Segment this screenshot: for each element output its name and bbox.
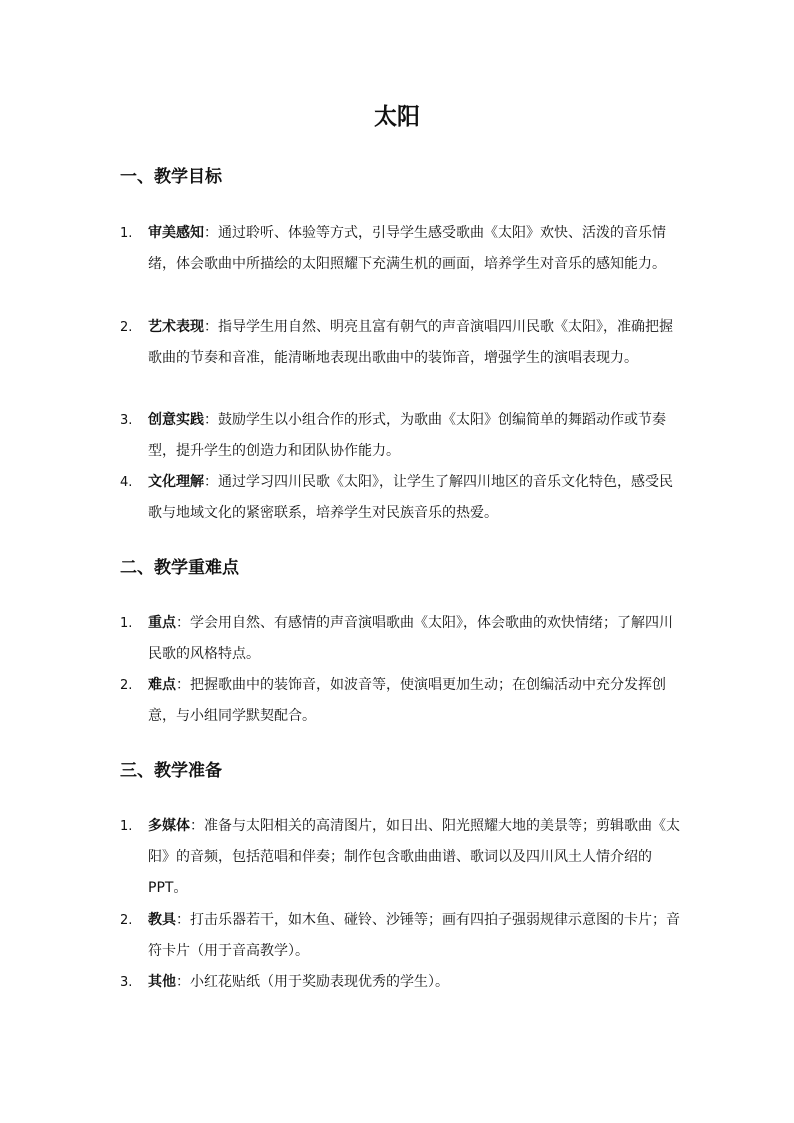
list-item — [120, 218, 680, 280]
item-number: 2. — [120, 320, 133, 335]
item-text: 把握歌曲中的装饰音，如波音等，使演唱更加生动；在创编活动中充分发挥创意，与小组同学默契配合。 — [148, 677, 666, 724]
list-item — [120, 312, 680, 374]
item-separator: ： — [204, 319, 218, 335]
section-heading-key-points: 二、教学重难点 — [120, 558, 239, 578]
item-separator: ： — [204, 412, 218, 428]
item-text: 学会用自然、有感情的声音演唱歌曲《太阳》，体会歌曲的欢快情绪；了解四川民歌的风格特点。 — [148, 615, 673, 662]
item-text: 小红花贴纸（用于奖励表现优秀的学生）。 — [190, 974, 449, 990]
list-item — [120, 467, 680, 529]
item-text: 指导学生用自然、明亮且富有朝气的声音演唱四川民歌《太阳》，准确把握歌曲的节奏和音准，能清晰地表现出歌曲中的装饰音，增强学生的演唱表现力。 — [148, 319, 673, 366]
section-heading-preparation: 三、教学准备 — [120, 761, 222, 781]
list-item — [120, 811, 680, 904]
item-term: 审美感知 — [148, 225, 204, 241]
item-number: 2. — [120, 913, 133, 928]
list-item — [120, 608, 680, 670]
item-number: 2. — [120, 678, 133, 693]
item-text: 鼓励学生以小组合作的形式，为歌曲《太阳》创编简单的舞蹈动作或节奏型，提升学生的创造力和团队协作能力。 — [148, 412, 666, 459]
item-number: 1. — [120, 819, 133, 834]
item-number: 1. — [120, 616, 133, 631]
item-term: 艺术表现 — [148, 319, 204, 335]
item-separator: ： — [204, 474, 218, 490]
item-separator: ： — [176, 974, 190, 990]
item-term: 重点 — [148, 615, 176, 631]
item-term: 教具 — [148, 912, 176, 928]
item-number: 3. — [120, 975, 133, 990]
item-number: 3. — [120, 413, 133, 428]
item-separator: ： — [176, 677, 190, 693]
item-term: 难点 — [148, 677, 176, 693]
list-item — [120, 905, 680, 967]
item-separator: ： — [176, 615, 190, 631]
item-text: 打击乐器若干，如木鱼、碰铃、沙锤等；画有四拍子强弱规律示意图的卡片；音符卡片（用于音高教学）。 — [148, 912, 680, 959]
item-term: 创意实践 — [148, 412, 204, 428]
item-number: 4. — [120, 475, 133, 490]
item-term: 多媒体 — [148, 818, 190, 834]
list-item — [120, 670, 680, 732]
item-text: 准备与太阳相关的高清图片，如日出、阳光照耀大地的美景等；剪辑歌曲《太阳》的音频，包括范唱和伴奏；制作包含歌曲曲谱、歌词以及四川风土人情介绍的 PPT。 — [148, 818, 680, 896]
item-number: 1. — [120, 226, 133, 241]
item-term: 其他 — [148, 974, 176, 990]
item-separator: ： — [204, 225, 218, 241]
item-separator: ： — [176, 912, 190, 928]
item-term: 文化理解 — [148, 474, 204, 490]
section-heading-objectives: 一、教学目标 — [120, 167, 222, 187]
item-separator: ： — [190, 818, 204, 834]
item-text: 通过聆听、体验等方式，引导学生感受歌曲《太阳》欢快、活泼的音乐情绪，体会歌曲中所描绘的太阳照耀下充满生机的画面，培养学生对音乐的感知能力。 — [148, 225, 666, 272]
list-item — [120, 967, 680, 998]
item-text: 通过学习四川民歌《太阳》，让学生了解四川地区的音乐文化特色，感受民歌与地域文化的紧密联系，培养学生对民族音乐的热爱。 — [148, 474, 673, 521]
list-item — [120, 405, 680, 467]
document-title: 太阳 — [374, 104, 420, 130]
